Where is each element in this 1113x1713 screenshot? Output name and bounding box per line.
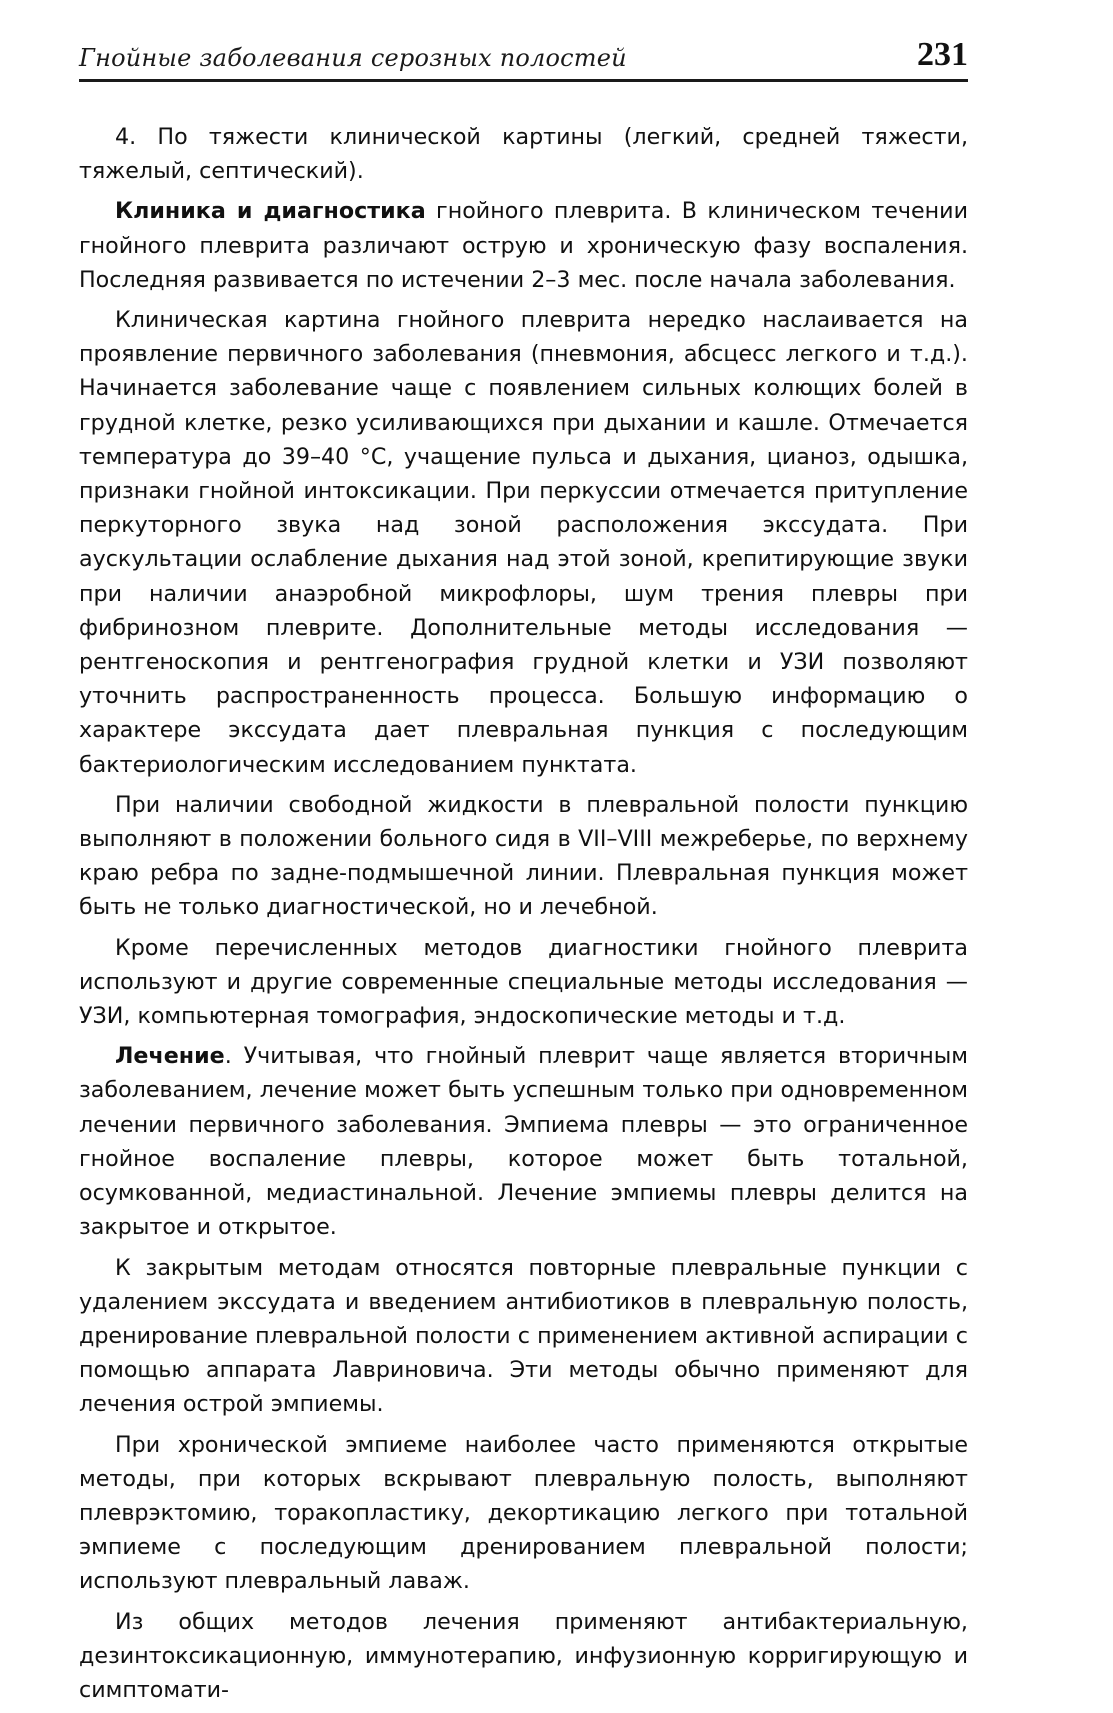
section-term-clinic: Клиника и диагностика	[115, 198, 426, 225]
paragraph-clinical-picture: Клиническая картина гнойного плеврита нередко наслаивается на проявление первичного заболевания (пневмония, абсцесс легкого и т.д.). Начинается заболевание чаще с появлением сильных колющих болей в грудной клетке, резко усиливающихся при дыхании и кашле. Отмечается температура до 39–40 °С, учащение пульса и дыхания, цианоз, одышка, признаки гнойной интоксикации. При перкуссии отмечается притупление перкуторного звука над зоной расположения экссудата. При аускультации ослабление дыхания над этой зоной, крепитирующие звуки при наличии анаэробной микрофлоры, шум трения плевры при фибринозном плеврите. Дополнительные методы исследования — рентгеноскопия и рентгенография грудной клетки и УЗИ позволяют уточнить распространенность процесса. Большую информацию о характере экссудата дает плевральная пункция с последующим бактериологическим исследованием пунктата.	[79, 307, 968, 778]
section-term-treatment: Лечение	[115, 1043, 225, 1070]
paragraph-general-methods: Из общих методов лечения применяют антибактериальную, дезинтоксикационную, иммунотерапию, инфузионную корригирующую и симптомати-	[79, 1608, 968, 1703]
paragraph-treatment: Лечение. Учитывая, что гнойный плеврит чаще является вторичным заболеванием, лечение может быть успешным только при одновременном лечении первичного заболевания. Эмпиема плевры — это ограниченное гнойное воспаление плевры, которое может быть тотальной, осумкованной, медиастинальной. Лечение эмпиемы плевры делится на закрытое и открытое.	[79, 1043, 968, 1241]
paragraph-closed-methods: К закрытым методам относятся повторные плевральные пункции с удалением экссудата и введением антибиотиков в плевральную полость, дренирование плевральной полости с применением активной аспирации с помощью аппарата Лавриновича. Эти методы обычно применяют для лечения острой эмпиемы.	[79, 1254, 968, 1418]
running-title: Гнойные заболевания серозных полостей	[79, 44, 627, 72]
paragraph-clinic-diagnosis: Клиника и диагностика гнойного плеврита. В клиническом течении гнойного плеврита различают острую и хроническую фазу воспаления. Последняя развивается по истечении 2–3 мес. после начала заболевания.	[79, 198, 968, 293]
paragraph-pleural-puncture: При наличии свободной жидкости в плевральной полости пункцию выполняют в положении больного сидя в VII–VIII межреберье, по верхнему краю ребра по задне-подмышечной линии. Плевральная пункция может быть не только диагностической, но и лечебной.	[79, 791, 968, 921]
page-number: 231	[917, 36, 968, 73]
paragraph-severity-classification: 4. По тяжести клинической картины (легкий, средней тяжести, тяжелый, септический).	[79, 124, 968, 185]
paragraph-open-methods: При хронической эмпиеме наиболее часто применяются открытые методы, при которых вскрывают плевральную полость, выполняют плеврэктомию, торакопластику, декортикацию легкого при тотальной эмпиеме с последующим дренированием плевральной полости; используют плевральный лаваж.	[79, 1431, 968, 1595]
running-head	[79, 34, 968, 78]
paragraph-other-diagnostics: Кроме перечисленных методов диагностики гнойного плеврита используют и другие современные специальные методы исследования — УЗИ, компьютерная томография, эндоскопические методы и т.д.	[79, 934, 968, 1030]
header-rule	[79, 79, 968, 82]
body-text	[79, 120, 968, 1713]
